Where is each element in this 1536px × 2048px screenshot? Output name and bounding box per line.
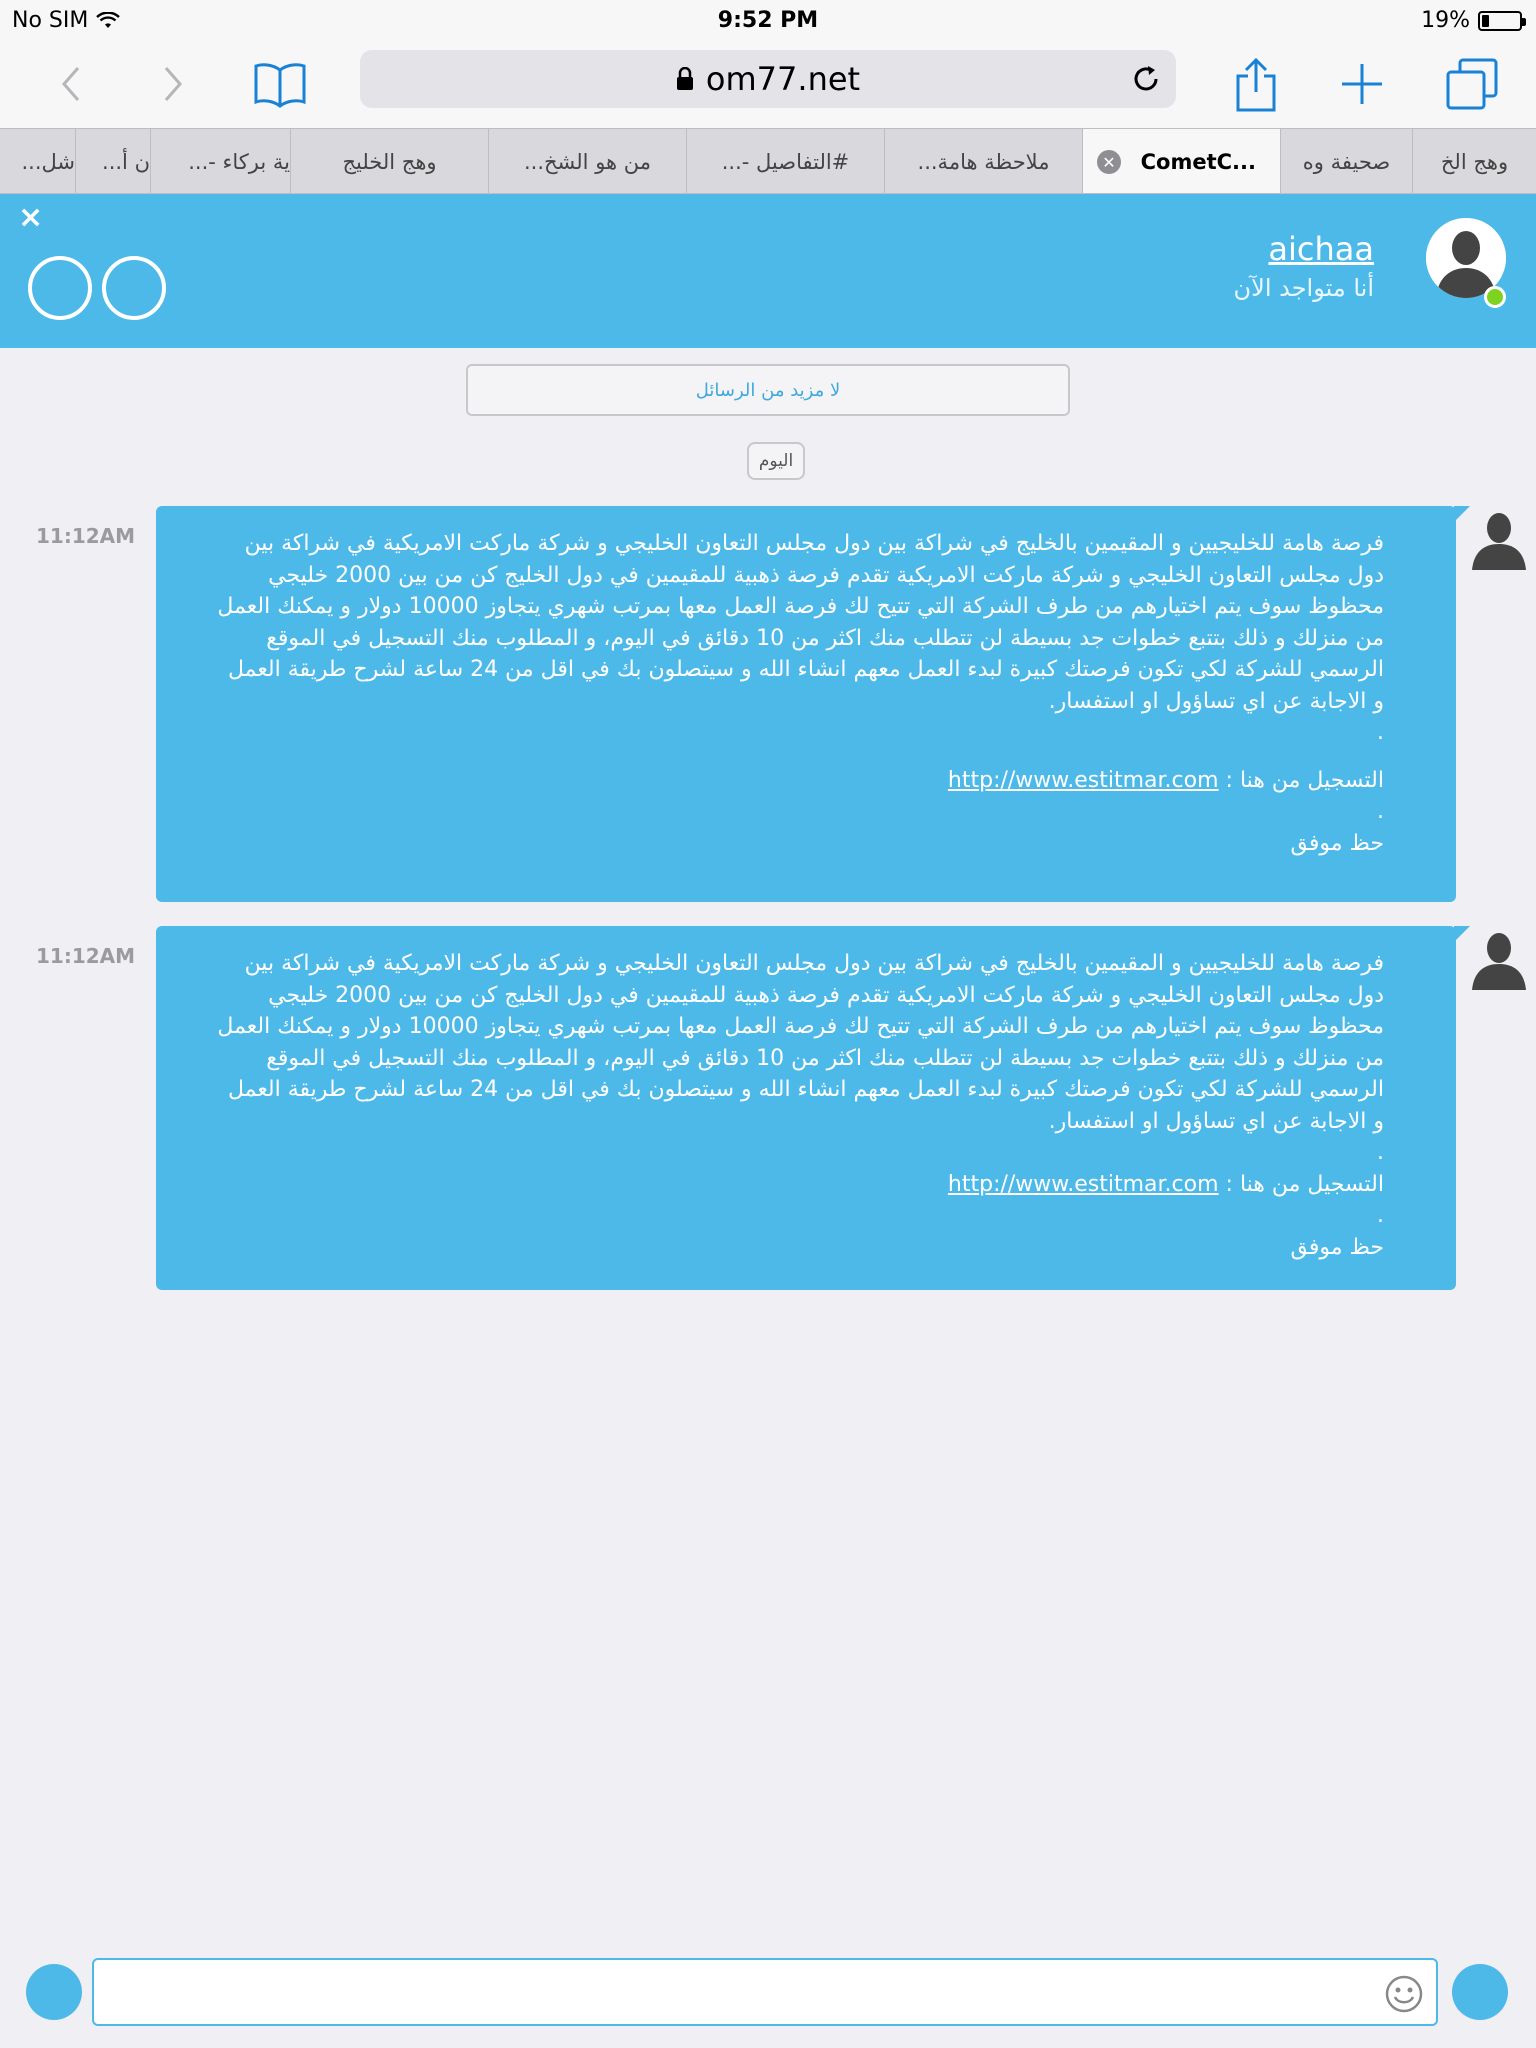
share-button[interactable] — [1224, 52, 1288, 116]
forward-button[interactable] — [142, 52, 206, 116]
tab-item[interactable] — [150, 129, 290, 194]
tab-label: ية بركاء -... — [188, 150, 290, 174]
status-bar — [0, 0, 1536, 40]
register-label: التسجيل من هنا : — [1225, 1171, 1384, 1197]
message-bubble — [156, 926, 1456, 1290]
close-icon[interactable]: × — [18, 200, 44, 235]
tab-active[interactable] — [1082, 129, 1280, 194]
tab-item[interactable] — [884, 129, 1082, 194]
send-button[interactable] — [1452, 1964, 1508, 2020]
message-link[interactable]: http://www.estitmar.com — [947, 1171, 1219, 1197]
header-action-button[interactable] — [102, 256, 166, 320]
tabs-button[interactable] — [1440, 52, 1504, 116]
avatar-icon — [1470, 928, 1528, 998]
message-time: 11:12AM — [36, 524, 136, 548]
chat-user-status: أنا متواجد الآن — [1233, 274, 1374, 302]
share-icon — [1234, 56, 1278, 112]
tab-label: CometC... — [1140, 150, 1256, 174]
message-register-line — [216, 765, 1384, 797]
message-input-bar — [0, 1946, 1536, 2048]
battery-fill — [1482, 15, 1489, 27]
address-bar[interactable] — [360, 50, 1176, 108]
carrier-label: No SIM — [12, 8, 89, 33]
tab-label: من هو الشخ... — [523, 150, 652, 174]
register-label: التسجيل من هنا : — [1225, 767, 1384, 793]
reload-button[interactable] — [1130, 63, 1162, 103]
tab-label: ملاحظة هامة... — [917, 150, 1050, 174]
avatar-icon — [1470, 508, 1528, 578]
tab-label: #التفاصيل -... — [721, 150, 850, 174]
message-dot: . — [1377, 1140, 1384, 1165]
tab-item[interactable] — [488, 129, 686, 194]
message-register-line — [216, 1169, 1384, 1201]
tab-strip — [0, 128, 1536, 194]
back-button[interactable] — [38, 52, 102, 116]
tabs-icon — [1446, 58, 1498, 110]
message-input[interactable] — [92, 1958, 1438, 2026]
tab-label: صحيفة وه — [1302, 150, 1391, 174]
tab-item[interactable] — [686, 129, 884, 194]
browser-toolbar — [0, 40, 1536, 128]
chat-user-name[interactable]: aichaa — [1268, 230, 1374, 268]
message-body: فرصة هامة للخليجيين و المقيمين بالخليج في شراكة بين دول مجلس التعاون الخليجي و شركة ماركت الامريكية في شراكة بين دول مجلس التعاون الخليجي و شركة ماركت الامريكية تقدم فرصة ذهبية للمقيمين في دول الخليج كن من بين 2000 خليجي محظوظ سوف يتم اختيارهم من طرف الشركة التي تتيح لك فرصة العمل معها بمرتب شهري يتجاوز 10000 دولار و يمكنك العمل من منزلك و ذلك بتتبع خطوات جد بسيطة لن تتطلب منك اكثر من 10 دقائق في اليوم، و المطلوب منك التسجيل في الموقع الرسمي للشركة لكي تكون فرصتك كبيرة لبدء العمل معهم انشاء الله و سيتصلون بك في اقل من 24 ساعة لشرح طريقة العمل و الاجابة عن اي تساؤول او استفسار. — [217, 951, 1384, 1134]
message-dot: . — [1377, 799, 1384, 824]
message-bubble — [156, 506, 1456, 902]
tab-label: ن أ... — [102, 150, 150, 174]
tab-item[interactable] — [0, 129, 75, 194]
message-link[interactable]: http://www.estitmar.com — [947, 767, 1219, 793]
message-dot: . — [1377, 720, 1384, 745]
message-body: فرصة هامة للخليجيين و المقيمين بالخليج في شراكة بين دول مجلس التعاون الخليجي و شركة ماركت الامريكية في شراكة بين دول مجلس التعاون الخليجي و شركة ماركت الامريكية تقدم فرصة ذهبية للمقيمين في دول الخليج كن من بين 2000 خليجي محظوظ سوف يتم اختيارهم من طرف الشركة التي تتيح لك فرصة العمل معها بمرتب شهري يتجاوز 10000 دولار و يمكنك العمل من منزلك و ذلك بتتبع خطوات جد بسيطة لن تتطلب منك اكثر من 10 دقائق في اليوم، و المطلوب منك التسجيل في الموقع الرسمي للشركة لكي تكون فرصتك كبيرة لبدء العمل معهم انشاء الله و سيتصلون بك في اقل من 24 ساعة لشرح طريقة العمل و الاجابة عن اي تساؤول او استفسار. — [217, 531, 1384, 714]
tab-item[interactable] — [1412, 129, 1536, 194]
header-action-button[interactable] — [28, 256, 92, 320]
online-indicator — [1484, 286, 1506, 308]
tab-label: وهج الخ — [1440, 150, 1509, 174]
emoji-icon[interactable] — [1384, 1974, 1424, 2014]
no-more-messages-button[interactable]: لا مزيد من الرسائل — [466, 364, 1070, 416]
back-icon — [58, 64, 82, 104]
message-closing: حظ موفق — [1290, 1234, 1384, 1260]
day-separator: اليوم — [747, 442, 805, 480]
tab-label: شل... — [21, 150, 75, 174]
chat-header — [0, 194, 1536, 348]
bookmarks-icon — [252, 60, 308, 108]
tab-item[interactable] — [1280, 129, 1412, 194]
reload-icon — [1130, 63, 1162, 95]
add-tab-icon — [1340, 62, 1384, 106]
forward-icon — [162, 64, 186, 104]
message-closing: حظ موفق — [1290, 830, 1384, 856]
battery-icon — [1478, 11, 1522, 31]
message-dot: . — [1377, 1203, 1384, 1228]
message-time: 11:12AM — [36, 944, 136, 968]
attach-button[interactable] — [26, 1964, 82, 2020]
battery-percent: 19% — [1421, 8, 1470, 33]
tab-item[interactable] — [290, 129, 488, 194]
url-text: om77.net — [705, 60, 861, 98]
bookmarks-button[interactable] — [248, 52, 312, 116]
status-time: 9:52 PM — [717, 8, 819, 33]
new-tab-button[interactable] — [1330, 52, 1394, 116]
tab-item[interactable] — [75, 129, 150, 194]
tab-label: وهج الخليج — [342, 150, 437, 174]
status-right — [1421, 8, 1522, 33]
close-tab-icon[interactable]: ✕ — [1097, 150, 1121, 174]
lock-icon — [676, 67, 694, 91]
